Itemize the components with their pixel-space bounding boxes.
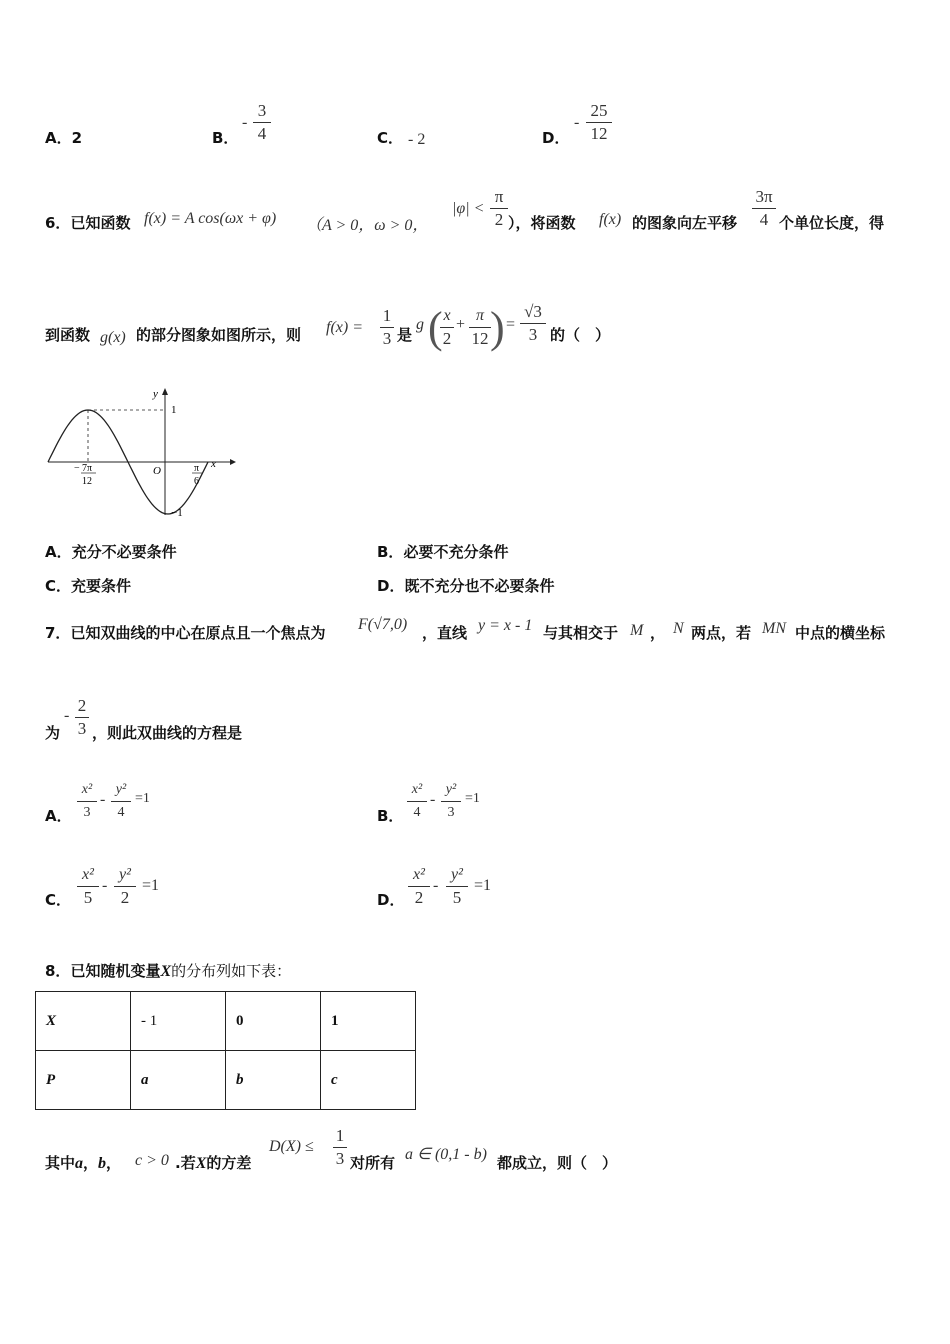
q5-option-b-sign: -	[242, 114, 248, 131]
q7-option-a-x: x² 3	[77, 780, 97, 823]
q6-option-d: D．既不充分也不必要条件	[377, 577, 555, 595]
table-row	[36, 1051, 416, 1110]
q6-paren-left: (	[428, 303, 443, 352]
q7-text2: ，直线	[422, 624, 468, 642]
q5-option-d-label: D．	[542, 129, 570, 147]
tick-minus-1: −1	[171, 507, 183, 519]
q6-option-a: A．充分不必要条件	[45, 543, 177, 561]
q6-pi-over-12: π 12	[469, 306, 491, 349]
q7-option-a-eq: =1	[135, 791, 150, 806]
q6-shift-fraction: 3π 4	[752, 187, 776, 230]
table-cell: 1	[321, 992, 416, 1051]
q7-N: N	[673, 620, 684, 637]
q5-option-b-fraction: 3 4	[253, 101, 271, 144]
q6-text8: 的（ ）	[550, 326, 611, 344]
q6-fx-eq: f(x) =	[326, 319, 363, 336]
q8-text4: .若X的方差	[175, 1154, 252, 1172]
q6-number: 6．已知函数	[45, 214, 131, 232]
q7-option-b-eq: =1	[465, 791, 480, 806]
q7-number: 7．已知双曲线的中心在原点且一个焦点为	[45, 624, 326, 642]
q8-variance: D(X) ≤	[269, 1138, 314, 1155]
q6-option-b: B．必要不充分条件	[377, 543, 509, 561]
q8-number: 8．已知随机变量X的分布列如下表：	[45, 962, 292, 980]
q6-equals: =	[506, 316, 516, 333]
q6-sqrt3-over-3: √3 3	[520, 302, 546, 345]
q7-option-a-label: A．	[45, 807, 72, 825]
q7-text5: 中点的横坐标	[795, 624, 886, 642]
q7-option-d-x: x² 2	[408, 865, 430, 908]
origin-label: O	[153, 465, 161, 477]
q8-text7: 都成立，则（ ）	[497, 1154, 618, 1172]
q6-x-over-2: x 2	[440, 306, 454, 349]
table-cell: - 1	[131, 992, 226, 1051]
x-label: x	[211, 458, 216, 470]
q8-condition: c > 0	[135, 1152, 169, 1169]
q5-option-a: A．2	[45, 129, 83, 147]
y-axis-arrow	[162, 388, 168, 395]
q6-phi-condition: |φ| <	[452, 200, 485, 217]
q7-option-d-minus: -	[433, 877, 439, 894]
q6-one-third: 1 3	[380, 306, 394, 349]
q7-option-c-y: y² 2	[114, 865, 136, 908]
table-cell: b	[226, 1051, 321, 1110]
table-cell: P	[36, 1051, 131, 1110]
q6-function: f(x) = A cos(ωx + φ)	[144, 210, 277, 227]
q7-option-c-label: C．	[45, 891, 72, 909]
right-tick-num: π	[194, 463, 200, 474]
table-cell: X	[36, 992, 131, 1051]
left-tick-num: 7π	[82, 463, 93, 474]
left-tick-den: 12	[82, 476, 92, 487]
q6-option-c: C．充要条件	[45, 577, 132, 595]
q7-mid-sign: -	[64, 707, 70, 724]
q7-option-b-x: x² 4	[407, 780, 427, 823]
q6-text2: ），将函数	[508, 214, 576, 232]
table-row	[36, 992, 416, 1051]
q7-line: y = x - 1	[478, 617, 533, 634]
q7-option-b-label: B．	[377, 807, 404, 825]
q6-text6: 的部分图象如图所示，则	[136, 326, 302, 344]
q7-comma: ，	[650, 624, 666, 642]
q8-interval: a ∈ (0,1 - b)	[405, 1146, 487, 1163]
right-tick-den: 6	[194, 476, 199, 487]
table-cell: 0	[226, 992, 321, 1051]
q6-gx: g(x)	[100, 329, 126, 346]
q6-sine-graph	[40, 385, 240, 525]
q7-option-d-y: y² 5	[446, 865, 468, 908]
q7-option-b-y: y² 3	[441, 780, 461, 823]
q7-option-c-x: x² 5	[77, 865, 99, 908]
q6-condition: （A > 0，ω > 0，	[306, 217, 429, 234]
q7-mid-fraction: 2 3	[75, 696, 89, 739]
q6-pi-over-2: π 2	[490, 187, 508, 230]
q7-MN: MN	[762, 620, 786, 637]
y-label: y	[153, 388, 158, 400]
q7-option-a-y: y² 4	[111, 780, 131, 823]
q8-line2-start: 其中a，b，	[45, 1154, 122, 1172]
q7-M: M	[630, 622, 644, 639]
q7-option-a-minus: -	[100, 791, 106, 808]
q7-option-c-minus: -	[102, 877, 108, 894]
q8-text6: 对所有	[350, 1154, 396, 1172]
q6-text3: 的图象向左平移	[632, 214, 738, 232]
q7-text3: 与其相交于	[543, 624, 619, 642]
q6-text7: 是	[397, 326, 413, 344]
q5-option-d-fraction: 25 12	[586, 101, 612, 144]
q7-option-c-eq: =1	[142, 877, 160, 894]
q7-focus: F(√7,0)	[358, 616, 408, 633]
q6-paren-right: )	[490, 303, 505, 352]
q5-option-c-label: C．	[377, 129, 404, 147]
q5-option-b-label: B．	[212, 129, 239, 147]
tick-1: 1	[171, 404, 177, 416]
table-cell: a	[131, 1051, 226, 1110]
q7-option-d-label: D．	[377, 891, 405, 909]
q6-fx: f(x)	[599, 211, 622, 228]
q7-option-d-eq: =1	[474, 877, 492, 894]
q8-one-third: 1 3	[333, 1126, 347, 1169]
q6-text4: 个单位长度，得	[779, 214, 885, 232]
x-axis-arrow	[230, 459, 236, 465]
q7-text4: 两点，若	[691, 624, 752, 642]
q7-option-b-minus: -	[430, 791, 436, 808]
q5-option-c-value: - 2	[408, 131, 426, 148]
table-cell: c	[321, 1051, 416, 1110]
q7-text6: 为	[45, 724, 61, 742]
q6-text5: 到函数	[45, 326, 91, 344]
distribution-table	[35, 991, 416, 1110]
q5-option-d-sign: -	[574, 114, 580, 131]
left-tick-sign: −	[74, 463, 80, 474]
q6-g: g	[416, 316, 424, 333]
q7-text7: ，则此双曲线的方程是	[92, 724, 243, 742]
q6-plus: +	[456, 316, 466, 333]
